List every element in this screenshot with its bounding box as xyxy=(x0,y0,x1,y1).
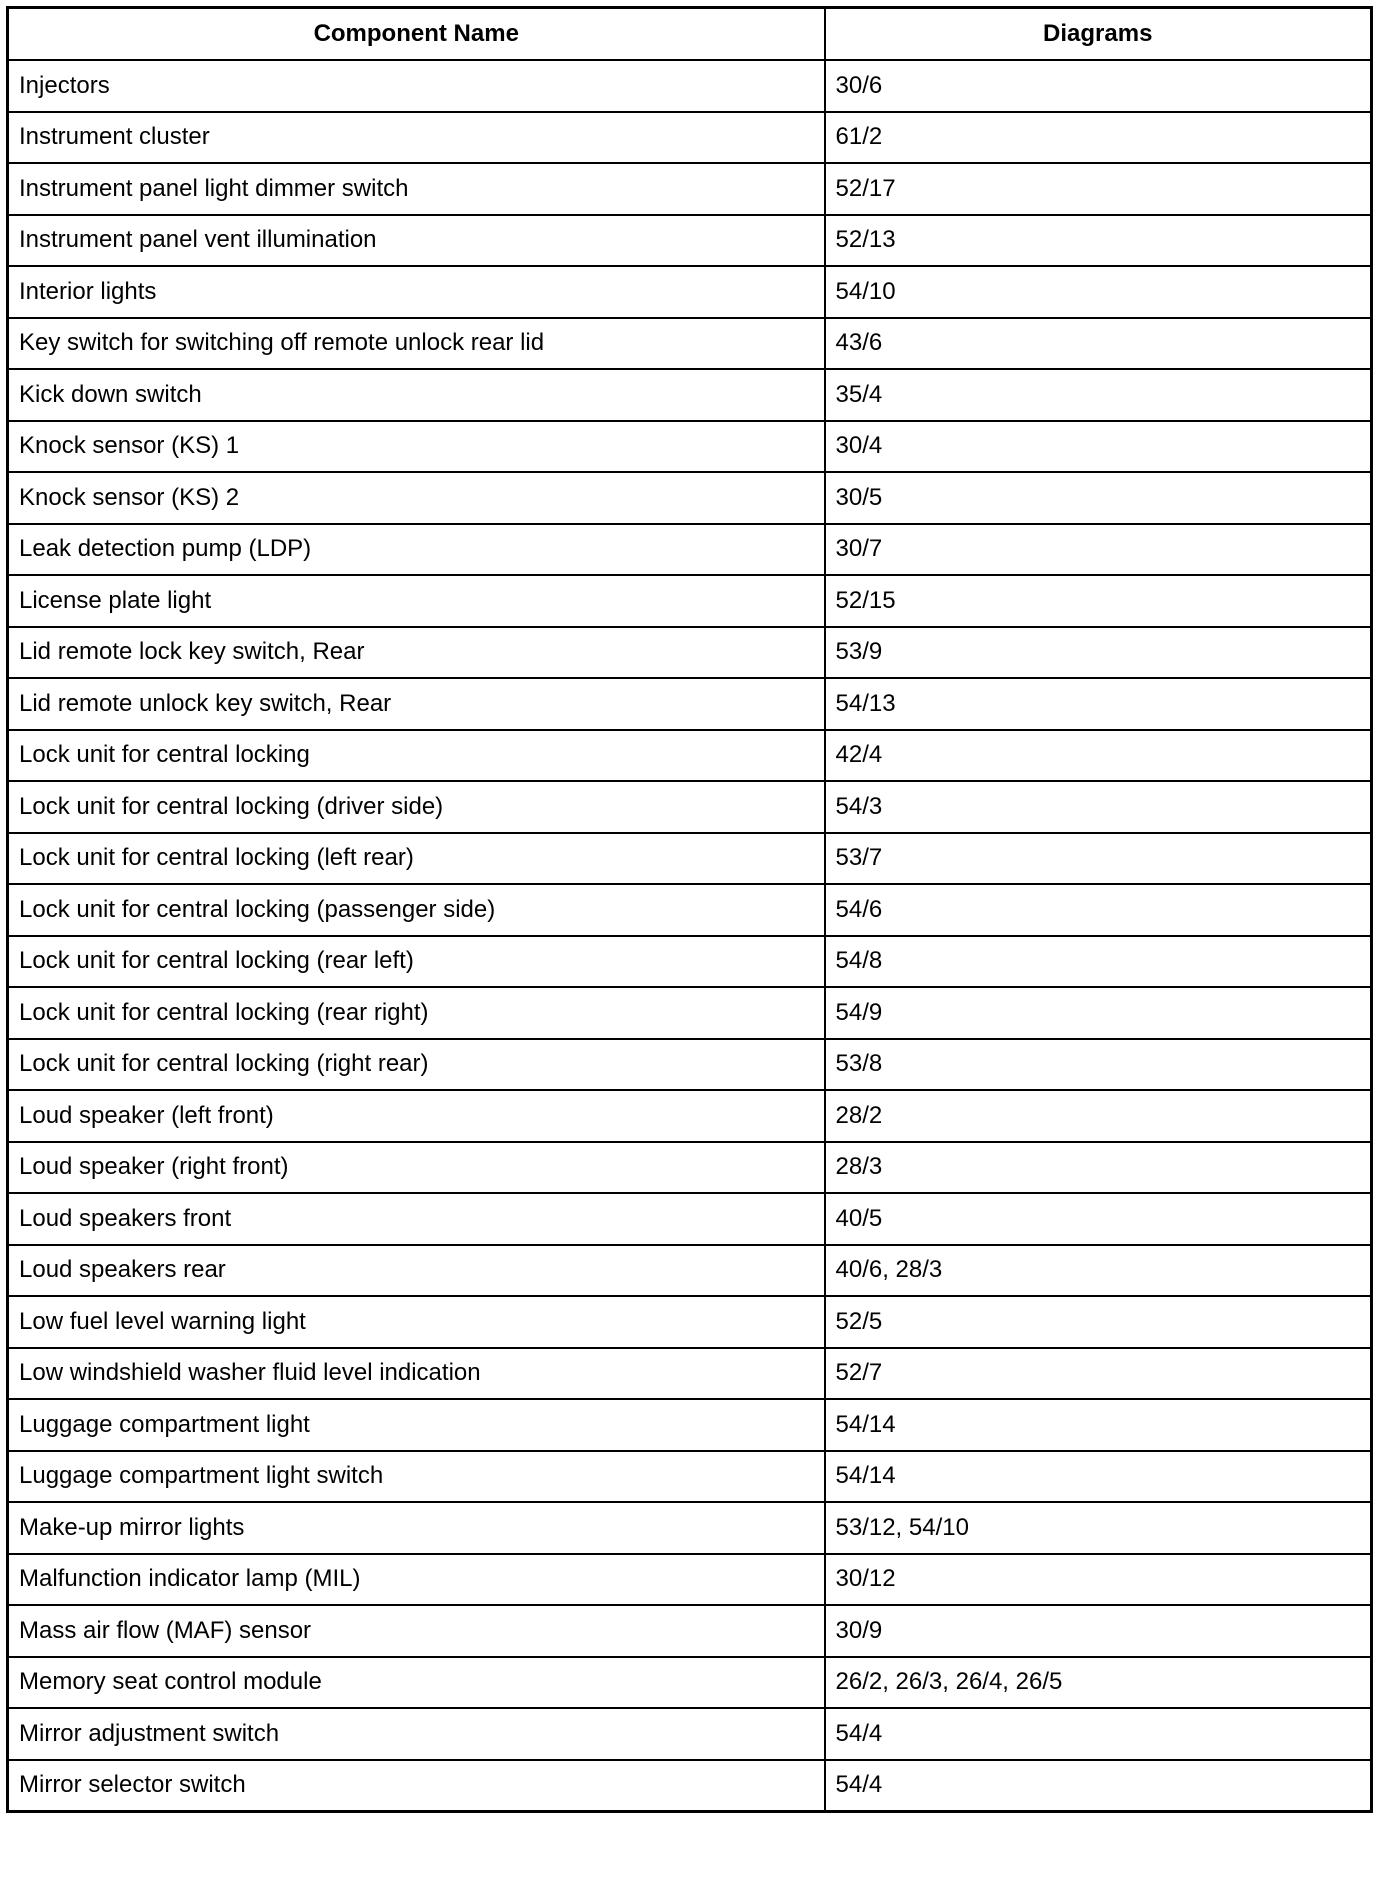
component-name-cell: Lock unit for central locking (passenger side) xyxy=(8,884,825,936)
table-row xyxy=(8,1399,1372,1451)
component-name-cell: Luggage compartment light switch xyxy=(8,1451,825,1503)
diagrams-cell: 53/9 xyxy=(825,627,1372,679)
table-row xyxy=(8,421,1372,473)
diagrams-cell: 52/15 xyxy=(825,575,1372,627)
table-row xyxy=(8,1760,1372,1812)
component-name-cell: Instrument panel light dimmer switch xyxy=(8,163,825,215)
component-name-cell: Loud speaker (left front) xyxy=(8,1090,825,1142)
table-row xyxy=(8,1605,1372,1657)
component-name-cell: Loud speakers rear xyxy=(8,1245,825,1297)
diagrams-cell: 43/6 xyxy=(825,318,1372,370)
diagrams-cell: 54/6 xyxy=(825,884,1372,936)
diagrams-cell: 53/12, 54/10 xyxy=(825,1502,1372,1554)
component-name-cell: License plate light xyxy=(8,575,825,627)
table-row xyxy=(8,369,1372,421)
table-row xyxy=(8,60,1372,112)
diagrams-cell: 52/7 xyxy=(825,1348,1372,1400)
table-row xyxy=(8,1193,1372,1245)
component-name-cell: Interior lights xyxy=(8,266,825,318)
table-row xyxy=(8,163,1372,215)
table-row xyxy=(8,678,1372,730)
table-row xyxy=(8,472,1372,524)
component-name-cell: Loud speaker (right front) xyxy=(8,1142,825,1194)
table-row xyxy=(8,1142,1372,1194)
diagrams-cell: 54/4 xyxy=(825,1708,1372,1760)
component-name-cell: Key switch for switching off remote unlock rear lid xyxy=(8,318,825,370)
diagrams-cell: 54/10 xyxy=(825,266,1372,318)
diagrams-cell: 30/9 xyxy=(825,1605,1372,1657)
table-row xyxy=(8,1348,1372,1400)
component-name-cell: Low windshield washer fluid level indication xyxy=(8,1348,825,1400)
component-name-cell: Lid remote lock key switch, Rear xyxy=(8,627,825,679)
component-name-cell: Lock unit for central locking (driver side) xyxy=(8,781,825,833)
table-row xyxy=(8,1657,1372,1709)
table-row xyxy=(8,524,1372,576)
component-name-cell: Make-up mirror lights xyxy=(8,1502,825,1554)
diagrams-cell: 53/7 xyxy=(825,833,1372,885)
component-name-cell: Instrument cluster xyxy=(8,112,825,164)
component-name-cell: Kick down switch xyxy=(8,369,825,421)
table-row xyxy=(8,1451,1372,1503)
component-name-cell: Lock unit for central locking (rear left) xyxy=(8,936,825,988)
component-name-cell: Leak detection pump (LDP) xyxy=(8,524,825,576)
table-row xyxy=(8,884,1372,936)
component-name-cell: Injectors xyxy=(8,60,825,112)
diagrams-cell: 54/13 xyxy=(825,678,1372,730)
diagrams-cell: 28/3 xyxy=(825,1142,1372,1194)
table-row xyxy=(8,1502,1372,1554)
diagrams-cell: 54/14 xyxy=(825,1399,1372,1451)
component-name-cell: Knock sensor (KS) 2 xyxy=(8,472,825,524)
table-row xyxy=(8,1708,1372,1760)
component-name-cell: Lid remote unlock key switch, Rear xyxy=(8,678,825,730)
diagrams-cell: 54/3 xyxy=(825,781,1372,833)
component-name-cell: Mirror selector switch xyxy=(8,1760,825,1812)
table-row xyxy=(8,936,1372,988)
column-header-diagrams: Diagrams xyxy=(825,8,1372,61)
table-row xyxy=(8,112,1372,164)
diagrams-cell: 54/14 xyxy=(825,1451,1372,1503)
component-name-cell: Knock sensor (KS) 1 xyxy=(8,421,825,473)
table-row xyxy=(8,833,1372,885)
table-row xyxy=(8,1090,1372,1142)
diagrams-cell: 35/4 xyxy=(825,369,1372,421)
component-name-cell: Mirror adjustment switch xyxy=(8,1708,825,1760)
component-name-cell: Malfunction indicator lamp (MIL) xyxy=(8,1554,825,1606)
header-row xyxy=(8,8,1372,61)
table-row xyxy=(8,1554,1372,1606)
diagrams-cell: 30/12 xyxy=(825,1554,1372,1606)
component-name-cell: Lock unit for central locking xyxy=(8,730,825,782)
diagrams-cell: 30/6 xyxy=(825,60,1372,112)
diagrams-cell: 52/17 xyxy=(825,163,1372,215)
table-row xyxy=(8,266,1372,318)
diagrams-cell: 40/6, 28/3 xyxy=(825,1245,1372,1297)
component-name-cell: Lock unit for central locking (right rear) xyxy=(8,1039,825,1091)
table-row xyxy=(8,1245,1372,1297)
diagrams-cell: 30/7 xyxy=(825,524,1372,576)
table-row xyxy=(8,215,1372,267)
table-row xyxy=(8,318,1372,370)
table-row xyxy=(8,730,1372,782)
diagrams-cell: 42/4 xyxy=(825,730,1372,782)
diagrams-cell: 52/5 xyxy=(825,1296,1372,1348)
component-name-cell: Lock unit for central locking (rear right) xyxy=(8,987,825,1039)
diagrams-cell: 54/9 xyxy=(825,987,1372,1039)
diagrams-cell: 53/8 xyxy=(825,1039,1372,1091)
document-page xyxy=(6,6,1370,1813)
diagrams-cell: 54/8 xyxy=(825,936,1372,988)
column-header-component-name: Component Name xyxy=(8,8,825,61)
component-name-cell: Loud speakers front xyxy=(8,1193,825,1245)
diagrams-cell: 54/4 xyxy=(825,1760,1372,1812)
component-name-cell: Luggage compartment light xyxy=(8,1399,825,1451)
component-name-cell: Mass air flow (MAF) sensor xyxy=(8,1605,825,1657)
component-name-cell: Instrument panel vent illumination xyxy=(8,215,825,267)
diagrams-cell: 30/4 xyxy=(825,421,1372,473)
table-body xyxy=(8,60,1372,1812)
table-row xyxy=(8,781,1372,833)
component-name-cell: Lock unit for central locking (left rear) xyxy=(8,833,825,885)
table-row xyxy=(8,1039,1372,1091)
diagrams-cell: 61/2 xyxy=(825,112,1372,164)
diagrams-cell: 28/2 xyxy=(825,1090,1372,1142)
component-name-cell: Memory seat control module xyxy=(8,1657,825,1709)
diagrams-cell: 40/5 xyxy=(825,1193,1372,1245)
table-row xyxy=(8,1296,1372,1348)
table-header xyxy=(8,8,1372,61)
component-name-cell: Low fuel level warning light xyxy=(8,1296,825,1348)
diagrams-cell: 30/5 xyxy=(825,472,1372,524)
diagrams-cell: 52/13 xyxy=(825,215,1372,267)
component-index-table xyxy=(6,6,1373,1813)
table-row xyxy=(8,987,1372,1039)
table-row xyxy=(8,575,1372,627)
table-row xyxy=(8,627,1372,679)
diagrams-cell: 26/2, 26/3, 26/4, 26/5 xyxy=(825,1657,1372,1709)
